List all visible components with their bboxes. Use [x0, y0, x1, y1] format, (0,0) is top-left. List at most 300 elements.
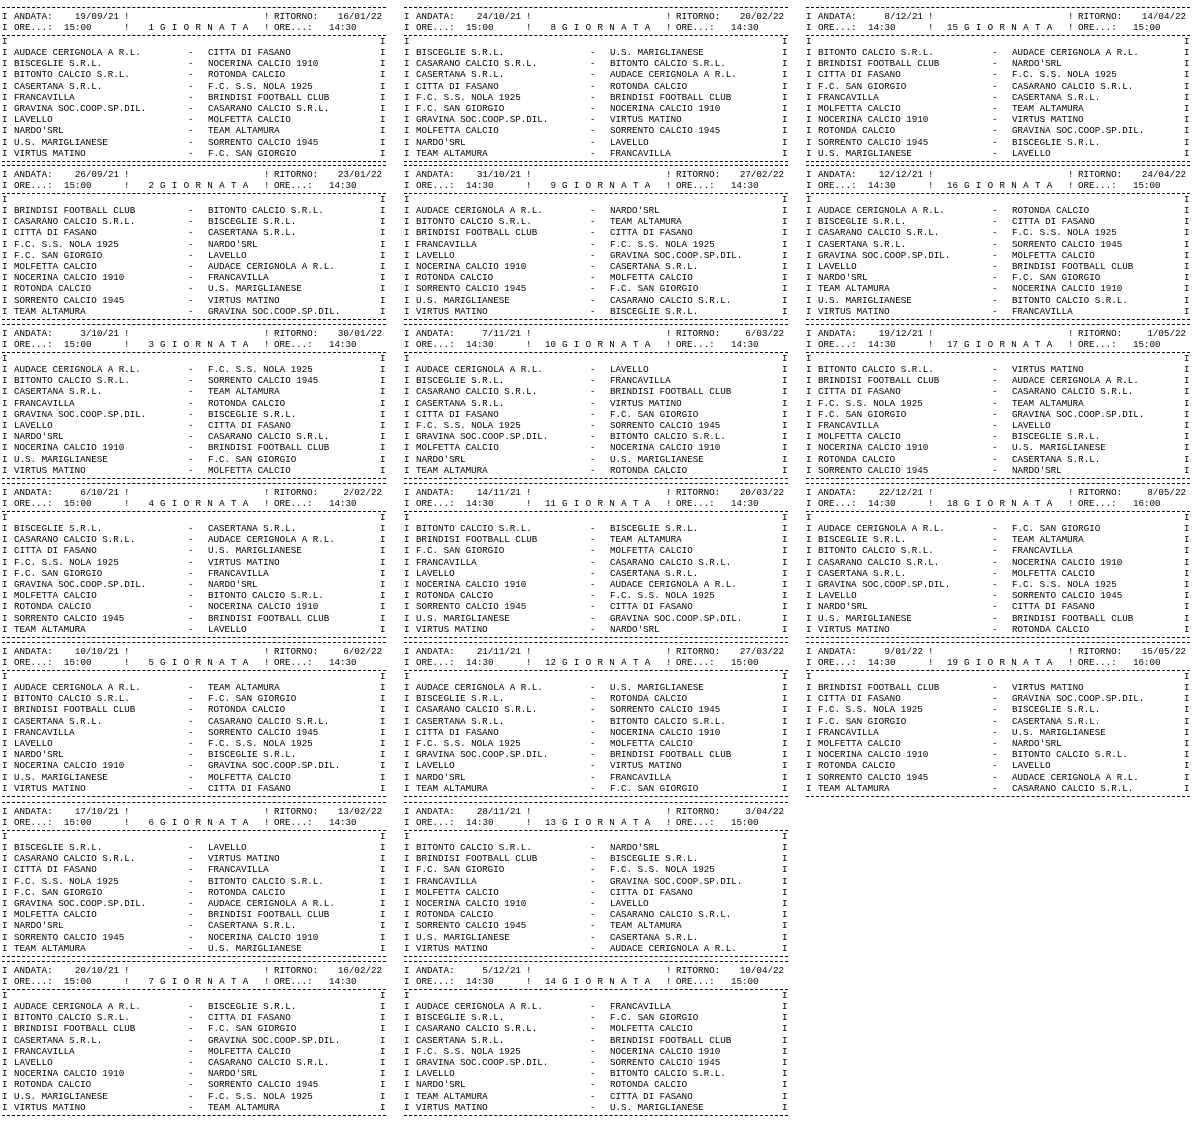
match-row	[404, 523, 788, 534]
edge-marker: I	[404, 782, 410, 794]
giornata-label: G I O R N A T A	[964, 22, 1053, 33]
edge-marker: I	[782, 920, 788, 932]
edge-marker: I	[806, 693, 812, 705]
away-team: CASERTANA S.R.L.	[208, 920, 297, 932]
separator-bang: !	[1068, 487, 1074, 498]
home-team: TEAM ALTAMURA	[14, 305, 86, 317]
ritorno-label: RITORNO:	[1078, 646, 1123, 657]
edge-marker: I	[806, 103, 812, 114]
home-team: AUDACE CERIGNOLA A R.L.	[14, 364, 141, 375]
match-row	[806, 272, 1190, 283]
match-dash: -	[590, 227, 596, 239]
ore-andata: 15:00	[64, 657, 92, 668]
separator-bang: !	[526, 976, 532, 987]
match-dash: -	[992, 704, 998, 716]
home-team: GRAVINA SOC.COOP.SP.DIL.	[14, 408, 147, 420]
match-dash: -	[188, 545, 194, 557]
match-row	[404, 534, 788, 545]
edge-marker: I	[806, 726, 812, 738]
match-row	[2, 454, 386, 465]
edge-marker: I	[380, 534, 386, 546]
edge-marker: I	[404, 853, 410, 865]
away-team: CITTA DI FASANO	[610, 1090, 693, 1102]
edge-marker: I	[404, 194, 410, 205]
edge-marker: I	[2, 103, 8, 114]
home-team: FRANCAVILLA	[818, 726, 879, 738]
match-row	[2, 283, 386, 294]
ore-label: ORE...:	[416, 976, 455, 987]
dashed-rule	[404, 796, 788, 797]
andata-label: ANDATA:	[416, 646, 455, 657]
match-row	[806, 137, 1190, 148]
home-team: FRANCAVILLA	[818, 91, 879, 103]
blank-line	[2, 36, 386, 47]
edge-marker: I	[806, 760, 812, 772]
edge-marker: I	[404, 1001, 410, 1012]
edge-marker: I	[2, 339, 8, 350]
match-dash: -	[188, 942, 194, 954]
edge-marker: I	[2, 534, 8, 546]
away-team: AUDACE CERIGNOLA A R.L.	[1012, 771, 1139, 783]
edge-marker: I	[380, 579, 386, 590]
separator-bang: !	[264, 22, 270, 33]
match-row	[806, 92, 1190, 103]
match-dash: -	[992, 534, 998, 546]
away-team: SORRENTO CALCIO 1945	[610, 125, 721, 137]
home-team: CASERTANA S.R.L.	[416, 1034, 505, 1046]
away-team: NARDO'SRL	[610, 842, 660, 853]
separator-bang: !	[526, 487, 532, 498]
ore-label: ORE...:	[676, 817, 715, 828]
dashed-rule	[2, 7, 386, 8]
edge-marker: I	[1184, 545, 1190, 557]
match-row	[404, 205, 788, 216]
away-team: CASARANO CALCIO S.R.L.	[208, 103, 330, 114]
match-row	[806, 704, 1190, 715]
edge-marker: I	[782, 942, 788, 954]
away-team: NARDO'SRL	[208, 579, 258, 590]
home-team: NOCERINA CALCIO 1910	[818, 442, 929, 454]
home-team: FRANCAVILLA	[14, 726, 75, 738]
separator-bang: !	[124, 657, 130, 668]
header-andata-line	[404, 487, 788, 498]
edge-marker: I	[806, 487, 812, 498]
home-team: AUDACE CERIGNOLA A R.L.	[818, 205, 945, 216]
home-team: AUDACE CERIGNOLA A R.L.	[14, 1001, 141, 1012]
match-row	[2, 1001, 386, 1012]
edge-marker: I	[2, 646, 8, 657]
edge-marker: I	[380, 80, 386, 92]
match-dash: -	[590, 249, 596, 261]
home-team: CITTA DI FASANO	[818, 69, 901, 81]
match-row	[2, 523, 386, 534]
match-dash: -	[992, 205, 998, 216]
edge-marker: I	[1184, 420, 1190, 431]
match-dash: -	[992, 420, 998, 431]
home-team: SORRENTO CALCIO 1945	[818, 771, 929, 783]
ore-andata: 14:30	[868, 180, 896, 191]
away-team: CASERTANA S.R.L.	[208, 227, 297, 239]
match-dash: -	[590, 58, 596, 70]
andata-label: ANDATA:	[14, 169, 53, 180]
home-team: U.S. MARIGLIANESE	[14, 771, 108, 783]
away-team: BITONTO CALCIO S.R.L.	[610, 1068, 726, 1080]
edge-marker: I	[2, 1068, 8, 1080]
dashed-rule	[404, 802, 788, 803]
edge-marker: I	[2, 180, 8, 191]
edge-marker: I	[2, 976, 8, 987]
match-dash: -	[188, 760, 194, 772]
header-ore-line	[2, 180, 386, 191]
edge-marker: I	[2, 261, 8, 272]
match-dash: -	[188, 375, 194, 387]
home-team: BRINDISI FOOTBALL CLUB	[14, 704, 136, 716]
andata-date: 5/12/21	[482, 965, 521, 976]
edge-marker: I	[404, 125, 410, 137]
andata-date: 17/10/21	[74, 806, 119, 817]
ritorno-label: RITORNO:	[676, 328, 721, 339]
home-team: BISCEGLIE S.R.L.	[14, 58, 103, 70]
separator-bang: !	[124, 646, 130, 657]
match-dash: -	[188, 386, 194, 398]
home-team: FRANCAVILLA	[14, 397, 75, 409]
edge-marker: I	[2, 227, 8, 239]
match-dash: -	[590, 1001, 596, 1012]
away-team: FRANCAVILLA	[1012, 545, 1073, 557]
away-team: NARDO'SRL	[1012, 464, 1062, 476]
away-team: GRAVINA SOC.COOP.SP.DIL.	[610, 612, 743, 624]
away-team: F.C. S.S. NOLA 1925	[208, 738, 313, 749]
home-team: MOLFETTA CALCIO	[416, 125, 499, 137]
edge-marker: I	[404, 22, 410, 33]
home-team: AUDACE CERIGNOLA A R.L.	[818, 523, 945, 534]
edge-marker: I	[782, 601, 788, 613]
match-row	[404, 842, 788, 853]
edge-marker: I	[380, 590, 386, 602]
match-dash: -	[992, 738, 998, 749]
edge-marker: I	[404, 1034, 410, 1046]
match-row	[2, 386, 386, 397]
edge-marker: I	[2, 487, 8, 498]
ritorno-label: RITORNO:	[274, 487, 319, 498]
header-ore-line	[2, 817, 386, 828]
match-row	[806, 227, 1190, 238]
ore-andata: 14:30	[466, 180, 494, 191]
match-dash: -	[992, 294, 998, 306]
home-team: TEAM ALTAMURA	[818, 283, 890, 295]
home-team: CASARANO CALCIO S.R.L.	[416, 704, 538, 716]
match-row	[2, 909, 386, 920]
away-team: F.C. S.S. NOLA 1925	[208, 364, 313, 375]
edge-marker: I	[782, 58, 788, 70]
edge-marker: I	[2, 965, 8, 976]
edge-marker: I	[380, 1001, 386, 1012]
edge-marker: I	[404, 169, 410, 180]
match-dash: -	[992, 216, 998, 228]
home-team: SORRENTO CALCIO 1945	[416, 920, 527, 932]
ore-label: ORE...:	[274, 817, 313, 828]
home-team: F.C. SAN GIORGIO	[14, 249, 103, 261]
away-team: AUDACE CERIGNOLA A R.L.	[1012, 375, 1139, 387]
giornata-label: G I O R N A T A	[160, 817, 249, 828]
edge-marker: I	[782, 216, 788, 228]
edge-marker: I	[782, 353, 788, 364]
away-team: LAVELLO	[208, 842, 247, 853]
match-dash: -	[590, 760, 596, 772]
match-row	[2, 534, 386, 545]
edge-marker: I	[806, 408, 812, 420]
edge-marker: I	[380, 831, 386, 842]
dashed-rule	[2, 637, 386, 638]
match-row	[404, 1068, 788, 1079]
home-team: BITONTO CALCIO S.R.L.	[416, 523, 532, 534]
edge-marker: I	[404, 91, 410, 103]
match-row	[404, 58, 788, 69]
header-ore-line	[404, 498, 788, 509]
header-andata-line	[404, 169, 788, 180]
edge-marker: I	[380, 294, 386, 306]
home-team: NOCERINA CALCIO 1910	[14, 1068, 125, 1080]
match-row	[806, 81, 1190, 92]
match-dash: -	[590, 114, 596, 126]
match-dash: -	[992, 249, 998, 261]
edge-marker: I	[2, 831, 8, 842]
away-team: VIRTUS MATINO	[208, 556, 280, 568]
separator-bang: !	[928, 22, 934, 33]
match-row	[2, 1057, 386, 1068]
match-dash: -	[188, 80, 194, 92]
match-row	[404, 943, 788, 954]
match-row	[2, 1068, 386, 1079]
away-team: ROTONDA CALCIO	[610, 693, 688, 705]
edge-marker: I	[404, 261, 410, 272]
ritorno-label: RITORNO:	[274, 328, 319, 339]
home-team: F.C. SAN GIORGIO	[14, 886, 103, 898]
edge-marker: I	[806, 339, 812, 350]
home-team: CASERTANA S.R.L.	[416, 69, 505, 81]
match-row	[806, 47, 1190, 58]
away-team: ROTONDA CALCIO	[208, 704, 286, 716]
home-team: NOCERINA CALCIO 1910	[14, 760, 125, 772]
home-team: ROTONDA CALCIO	[818, 760, 896, 772]
separator-bang: !	[124, 180, 130, 191]
dashed-rule	[404, 642, 788, 643]
match-dash: -	[590, 693, 596, 705]
match-dash: -	[188, 1045, 194, 1057]
giornata-label: G I O R N A T A	[562, 976, 651, 987]
edge-marker: I	[782, 464, 788, 476]
home-team: NOCERINA CALCIO 1910	[416, 898, 527, 909]
edge-marker: I	[404, 498, 410, 509]
header-ore-line	[404, 180, 788, 191]
home-team: NOCERINA CALCIO 1910	[818, 114, 929, 126]
match-row	[806, 205, 1190, 216]
edge-marker: I	[1184, 386, 1190, 398]
match-dash: -	[590, 715, 596, 727]
giornata-block	[806, 483, 1190, 641]
home-team: LAVELLO	[14, 420, 53, 431]
home-team: LAVELLO	[14, 114, 53, 126]
ore-andata: 14:30	[466, 817, 494, 828]
match-row	[404, 738, 788, 749]
ore-ritorno: 15:00	[1133, 180, 1161, 191]
match-row	[806, 682, 1190, 693]
edge-marker: I	[2, 682, 8, 693]
match-row	[404, 465, 788, 476]
edge-marker: I	[2, 864, 8, 876]
home-team: F.C. S.S. NOLA 1925	[818, 397, 923, 409]
edge-marker: I	[782, 103, 788, 114]
ore-label: ORE...:	[676, 180, 715, 191]
away-team: NARDO'SRL	[208, 238, 258, 250]
edge-marker: I	[806, 194, 812, 205]
edge-marker: I	[782, 364, 788, 375]
match-row	[2, 932, 386, 943]
edge-marker: I	[1184, 453, 1190, 465]
edge-marker: I	[404, 69, 410, 81]
home-team: VIRTUS MATINO	[416, 305, 488, 317]
match-row	[806, 749, 1190, 760]
home-team: CASERTANA S.R.L.	[14, 1034, 103, 1046]
separator-bang: !	[526, 646, 532, 657]
match-dash: -	[590, 294, 596, 306]
match-dash: -	[590, 523, 596, 534]
edge-marker: I	[1184, 567, 1190, 579]
giornata-label: G I O R N A T A	[562, 22, 651, 33]
giornata-block	[806, 165, 1190, 323]
edge-marker: I	[1184, 749, 1190, 761]
giornata-block	[2, 802, 386, 960]
edge-marker: I	[404, 442, 410, 454]
home-team: GRAVINA SOC.COOP.SP.DIL.	[416, 431, 549, 443]
away-team: MOLFETTA CALCIO	[610, 545, 693, 557]
edge-marker: I	[380, 512, 386, 523]
home-team: CITTA DI FASANO	[14, 545, 97, 557]
match-dash: -	[590, 1012, 596, 1024]
edge-marker: I	[380, 283, 386, 295]
edge-marker: I	[1184, 194, 1190, 205]
match-dash: -	[188, 1012, 194, 1024]
edge-marker: I	[782, 1079, 788, 1091]
edge-marker: I	[404, 579, 410, 590]
separator-bang: !	[526, 498, 532, 509]
home-team: LAVELLO	[14, 1057, 53, 1068]
edge-marker: I	[404, 216, 410, 228]
edge-marker: I	[2, 704, 8, 716]
home-team: F.C. SAN GIORGIO	[818, 408, 907, 420]
edge-marker: I	[380, 36, 386, 47]
header-andata-line	[2, 328, 386, 339]
match-dash: -	[590, 567, 596, 579]
match-dash: -	[188, 601, 194, 613]
match-row	[2, 420, 386, 431]
match-row	[404, 261, 788, 272]
away-team: VIRTUS MATINO	[1012, 682, 1084, 693]
match-row	[2, 125, 386, 136]
andata-label: ANDATA:	[416, 328, 455, 339]
match-dash: -	[188, 623, 194, 635]
giornata-label: G I O R N A T A	[562, 498, 651, 509]
edge-marker: I	[404, 36, 410, 47]
ore-label: ORE...:	[416, 498, 455, 509]
dashed-rule	[404, 165, 788, 166]
edge-marker: I	[404, 567, 410, 579]
andata-date: 19/12/21	[878, 328, 923, 339]
home-team: CASARANO CALCIO S.R.L.	[416, 386, 538, 398]
edge-marker: I	[782, 1045, 788, 1057]
away-team: CASARANO CALCIO S.R.L.	[1012, 782, 1134, 794]
away-team: NARDO'SRL	[1012, 58, 1062, 70]
match-dash: -	[590, 545, 596, 557]
edge-marker: I	[1184, 771, 1190, 783]
ritorno-label: RITORNO:	[676, 965, 721, 976]
separator-bang: !	[124, 11, 130, 22]
separator-bang: !	[928, 657, 934, 668]
ore-label: ORE...:	[1078, 498, 1117, 509]
edge-marker: I	[380, 556, 386, 568]
edge-marker: I	[782, 136, 788, 148]
edge-marker: I	[404, 704, 410, 716]
edge-marker: I	[404, 80, 410, 92]
edge-marker: I	[2, 47, 8, 58]
match-dash: -	[992, 682, 998, 693]
header-andata-line	[404, 965, 788, 976]
home-team: MOLFETTA CALCIO	[818, 103, 901, 114]
separator-bang: !	[526, 11, 532, 22]
match-row	[404, 579, 788, 590]
edge-marker: I	[2, 283, 8, 295]
edge-marker: I	[806, 671, 812, 682]
home-team: MOLFETTA CALCIO	[416, 442, 499, 454]
dashed-rule	[2, 161, 386, 162]
andata-label: ANDATA:	[14, 487, 53, 498]
header-ore-line	[404, 22, 788, 33]
match-dash: -	[590, 875, 596, 887]
edge-marker: I	[1184, 238, 1190, 250]
match-dash: -	[188, 590, 194, 602]
match-dash: -	[590, 305, 596, 317]
match-dash: -	[992, 567, 998, 579]
match-row	[404, 442, 788, 453]
edge-marker: I	[404, 283, 410, 295]
match-dash: -	[992, 408, 998, 420]
ore-label: ORE...:	[818, 339, 857, 350]
match-row	[404, 295, 788, 306]
match-dash: -	[590, 842, 596, 853]
edge-marker: I	[380, 612, 386, 624]
edge-marker: I	[380, 909, 386, 921]
match-row	[404, 431, 788, 442]
away-team: CASARANO CALCIO S.R.L.	[610, 556, 732, 568]
edge-marker: I	[2, 80, 8, 92]
home-team: MOLFETTA CALCIO	[14, 909, 97, 921]
edge-marker: I	[380, 738, 386, 749]
dashed-rule	[2, 483, 386, 484]
edge-marker: I	[1184, 364, 1190, 375]
edge-marker: I	[2, 294, 8, 306]
away-team: BITONTO CALCIO S.R.L.	[610, 431, 726, 443]
away-team: CITTA DI FASANO	[610, 886, 693, 898]
ore-ritorno: 15:00	[731, 657, 759, 668]
giornata-number: 12	[544, 657, 556, 668]
edge-marker: I	[380, 136, 386, 148]
match-row	[404, 1057, 788, 1068]
match-row	[404, 749, 788, 760]
edge-marker: I	[782, 36, 788, 47]
away-team: F.C. S.S. NOLA 1925	[610, 590, 715, 602]
ore-label: ORE...:	[1078, 657, 1117, 668]
ritorno-label: RITORNO:	[676, 169, 721, 180]
